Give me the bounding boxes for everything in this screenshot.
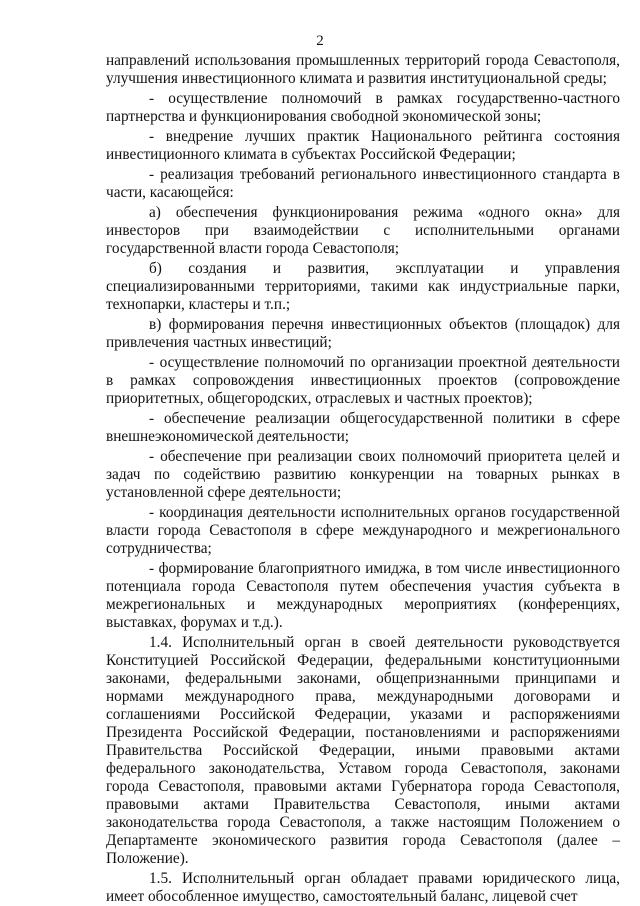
paragraph: - формирование благоприятного имиджа, в том числе инвестиционного потенциала города Севастополя путем обеспечения участия субъекта в межрегиональных и международных мероприятиях (конференциях, выставках, форумах и т.д.).	[106, 560, 620, 631]
paragraph: - обеспечение реализации общегосударственной политики в сфере внешнеэкономической деятельности;	[106, 410, 620, 445]
body-text	[106, 52, 620, 906]
paragraph: направлений использования промышленных территорий города Севастополя, улучшения инвестиционного климата и развития институциональной среды;	[106, 52, 620, 87]
paragraph: - реализация требований регионального инвестиционного стандарта в части, касающейся:	[106, 166, 620, 201]
page-number: 2	[316, 33, 324, 49]
paragraph: - осуществление полномочий в рамках государственно-частного партнерства и функционирования свободной экономической зоны;	[106, 90, 620, 125]
paragraph: в) формирования перечня инвестиционных объектов (площадок) для привлечения частных инвестиций;	[106, 316, 620, 351]
paragraph: - обеспечение при реализации своих полномочий приоритета целей и задач по содействию развитию конкуренции на товарных рынках в установленной сфере деятельности;	[106, 448, 620, 501]
paragraph: 1.4. Исполнительный орган в своей деятельности руководствуется Конституцией Российской Федерации, федеральными конституционными законами, федеральными законами, общепризнанными принципами и нормами международного права, международными договорами и соглашениями Российской Федерации, указами и распоряжениями Президента Российской Федерации, постановлениями и распоряжениями Правительства Российской Федерации, иными правовыми актами федерального законодательства, Уставом города Севастополя, законами города Севастополя, правовыми актами Губернатора города Севастополя, правовыми актами Правительства Севастополя, иными актами законодательства города Севастополя, а также настоящим Положением о Департаменте экономического развития города Севастополя (далее – Положение).	[106, 634, 620, 867]
paragraph: а) обеспечения функционирования режима «одного окна» для инвесторов при взаимодействии с исполнительными органами государственной власти города Севастополя;	[106, 204, 620, 257]
paragraph: - внедрение лучших практик Национального рейтинга состояния инвестиционного климата в субъектах Российской Федерации;	[106, 128, 620, 163]
paragraph: б) создания и развития, эксплуатации и управления специализированными территориями, такими как индустриальные парки, технопарки, кластеры и т.п.;	[106, 260, 620, 313]
paragraph: - осуществление полномочий по организации проектной деятельности в рамках сопровождения инвестиционных проектов (сопровождение приоритетных, общегородских, отраслевых и частных проектов);	[106, 354, 620, 407]
paragraph: - координация деятельности исполнительных органов государственной власти города Севастополя в сфере международного и межрегионального сотрудничества;	[106, 504, 620, 557]
paragraph: 1.5. Исполнительный орган обладает правами юридического лица, имеет обособленное имущество, самостоятельный баланс, лицевой счет	[106, 870, 620, 905]
